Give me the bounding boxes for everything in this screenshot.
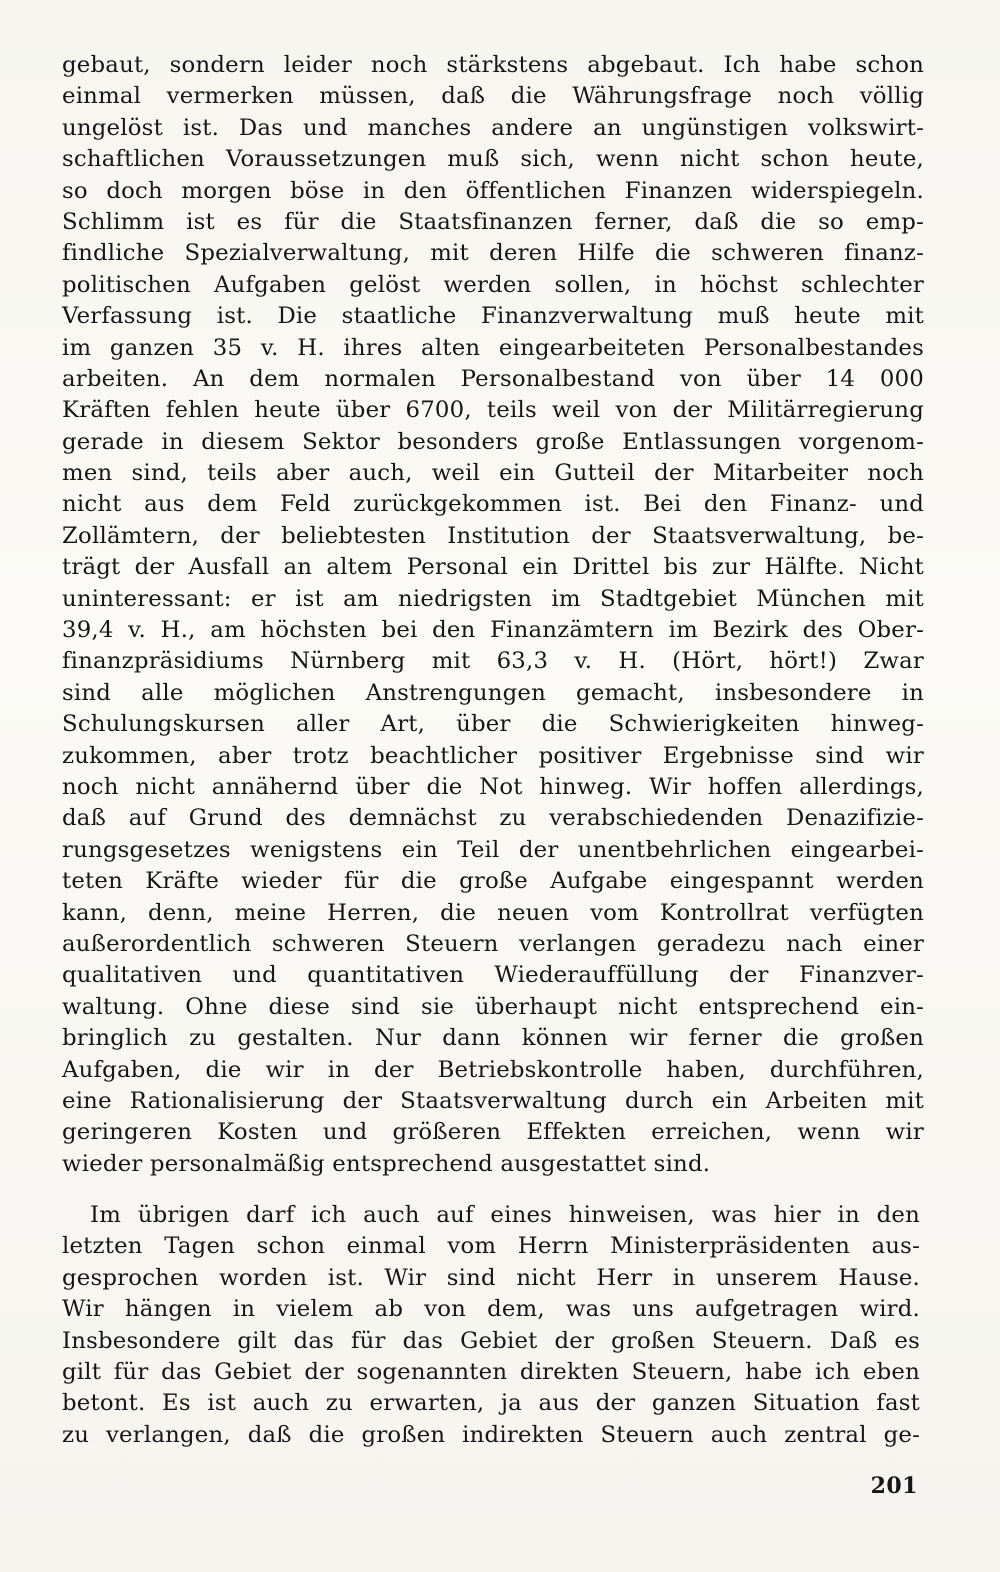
text-line: waltung. Ohne diese sind sie überhaupt nicht entsprechend ein- <box>62 993 924 1020</box>
text-line: einmal vermerken müssen, daß die Währungsfrage noch völlig <box>62 83 924 110</box>
text-line: arbeiten. An dem normalen Personalbestand von über 14 000 <box>62 365 924 392</box>
text-line: findliche Spezialverwaltung, mit deren Hilfe die schweren finanz- <box>62 240 924 267</box>
text-line: Wir hängen in vielem ab von dem, was uns aufgetragen wird. <box>62 1296 920 1323</box>
text-line: kann, denn, meine Herren, die neuen vom Kontrollrat verfügten <box>62 899 924 926</box>
text-line: sind alle möglichen Anstrengungen gemacht, insbesondere in <box>62 679 924 706</box>
text-line: finanzpräsidiums Nürnberg mit 63,3 v. H. (Hört, hört!) Zwar <box>62 648 924 675</box>
text-line: daß auf Grund des demnächst zu verabschiedenden Denazifizie- <box>62 805 924 832</box>
text-line: 39,4 v. H., am höchsten bei den Finanzämtern im Bezirk des Ober- <box>62 617 924 644</box>
text-line: Aufgaben, die wir in der Betriebskontrolle haben, durchführen, <box>62 1056 924 1083</box>
text-line: uninteressant: er ist am niedrigsten im Stadtgebiet München mit <box>62 585 924 612</box>
text-line: gerade in diesem Sektor besonders große Entlassungen vorgenom- <box>62 428 924 455</box>
text-line: außerordentlich schweren Steuern verlangen geradezu nach einer <box>62 930 924 957</box>
text-line: letzten Tagen schon einmal vom Herrn Ministerpräsidenten aus- <box>62 1233 920 1260</box>
text-line: politischen Aufgaben gelöst werden sollen, in höchst schlechter <box>62 271 924 298</box>
text-line: men sind, teils aber auch, weil ein Gutteil der Mitarbeiter noch <box>62 460 924 487</box>
text-line: ungelöst ist. Das und manches andere an ungünstigen volkswirt- <box>62 114 924 141</box>
text-line: noch nicht annähernd über die Not hinweg. Wir hoffen allerdings, <box>62 773 924 800</box>
text-line: geringeren Kosten und größeren Effekten erreichen, wenn wir <box>62 1119 924 1146</box>
text-line: betont. Es ist auch zu erwarten, ja aus der ganzen Situation fast <box>62 1390 920 1417</box>
text-line: qualitativen und quantitativen Wiederauffüllung der Finanzver- <box>62 962 924 989</box>
text-line: Im übrigen darf ich auch auf eines hinweisen, was hier in den <box>90 1202 920 1228</box>
text-line: teten Kräfte wieder für die große Aufgabe eingespannt werden <box>62 868 924 895</box>
text-line: wieder personalmäßig entsprechend ausgestattet sind. <box>62 1150 711 1177</box>
text-line: schaftlichen Voraussetzungen muß sich, wenn nicht schon heute, <box>62 146 924 173</box>
paragraph-1 <box>62 50 924 1180</box>
text-line: Insbesondere gilt das für das Gebiet der großen Steuern. Daß es <box>62 1327 920 1354</box>
text-line: Schulungskursen aller Art, über die Schwierigkeiten hinweg- <box>62 711 924 738</box>
text-line: bringlich zu gestalten. Nur dann können wir ferner die großen <box>62 1025 924 1052</box>
text-line: Zollämtern, der beliebtesten Institution der Staatsverwaltung, be- <box>62 522 924 549</box>
text-line: so doch morgen böse in den öffentlichen Finanzen widerspiegeln. <box>62 177 924 204</box>
text-line: rungsgesetzes wenigstens ein Teil der unentbehrlichen eingearbei- <box>62 836 924 863</box>
text-line: gesprochen worden ist. Wir sind nicht Herr in unserem Hause. <box>62 1264 920 1291</box>
text-line: gilt für das Gebiet der sogenannten direkten Steuern, habe ich eben <box>62 1358 920 1385</box>
text-line: zukommen, aber trotz beachtlicher positiver Ergebnisse sind wir <box>62 742 924 769</box>
page-number: 201 <box>870 1473 918 1499</box>
paragraph-2 <box>62 1200 920 1451</box>
text-line: Kräften fehlen heute über 6700, teils weil von der Militärregierung <box>62 397 924 424</box>
text-line: zu verlangen, daß die großen indirekten Steuern auch zentral ge- <box>62 1421 920 1448</box>
text-line: im ganzen 35 v. H. ihres alten eingearbeiteten Personalbestandes <box>62 334 924 361</box>
text-line: Verfassung ist. Die staatliche Finanzverwaltung muß heute mit <box>62 303 924 330</box>
text-line: eine Rationalisierung der Staatsverwaltung durch ein Arbeiten mit <box>62 1087 924 1114</box>
text-line: trägt der Ausfall an altem Personal ein Drittel bis zur Hälfte. Nicht <box>62 554 924 581</box>
text-line: Schlimm ist es für die Staatsfinanzen ferner, daß die so emp- <box>62 208 924 235</box>
text-line: nicht aus dem Feld zurückgekommen ist. Bei den Finanz- und <box>62 491 924 518</box>
text-line: gebaut, sondern leider noch stärkstens abgebaut. Ich habe schon <box>62 52 924 78</box>
